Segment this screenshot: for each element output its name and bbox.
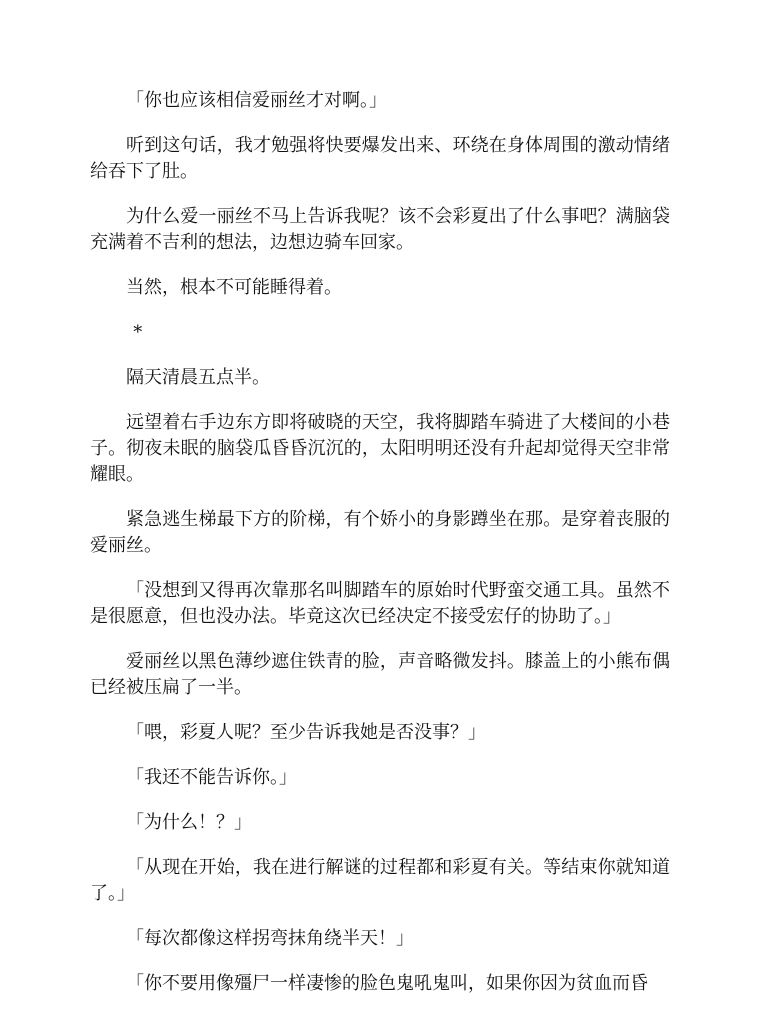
paragraph: 「为什么！？」 [126,812,252,833]
paragraph: 隔天清晨五点半。 [126,367,270,388]
paragraph: 「你也应该相信爱丽丝才对啊。」 [126,90,387,111]
paragraph: 「没想到又得再次靠那名叫脚踏车的原始时代野蛮交通工具。虽然不是很愿意，但也没办法。毕竟这次已经决定不接受宏仔的协助了。」 [90,580,670,627]
section-separator: * [133,322,143,343]
paragraph: 当然，根本不可能睡得着。 [126,277,342,298]
paragraph: 「从现在开始，我在进行解谜的过程都和彩夏有关。等结束你就知道了。」 [90,857,670,904]
paragraph: 远望着右手边东方即将破晓的天空，我将脚踏车骑进了大楼间的小巷子。彻夜未眠的脑袋瓜昏昏沉沉的，太阳明明还没有升起却觉得天空非常耀眼。 [90,412,670,485]
paragraph: 听到这句话，我才勉强将快要爆发出来、环绕在身体周围的激动情绪给吞下了肚。 [90,135,670,182]
paragraph: 「你不要用像殭尸一样凄惨的脸色鬼吼鬼叫，如果你因为贫血而昏 [126,973,648,994]
paragraph: 为什么爱一丽丝不马上告诉我呢？该不会彩夏出了什么事吧？满脑袋充满着不吉利的想法，边想边骑车回家。 [90,206,670,253]
paragraph: 「我还不能告诉你。」 [126,767,297,788]
document-page [90,88,670,1016]
paragraph: 紧急逃生梯最下方的阶梯，有个娇小的身影蹲坐在那。是穿着丧服的爱丽丝。 [90,509,670,556]
paragraph: 「喂，彩夏人呢？至少告诉我她是否没事？」 [126,722,486,743]
paragraph: 「每次都像这样拐弯抹角绕半天！」 [126,928,414,949]
paragraph: 爱丽丝以黑色薄纱遮住铁青的脸，声音略微发抖。膝盖上的小熊布偶已经被压扁了一半。 [90,651,670,698]
